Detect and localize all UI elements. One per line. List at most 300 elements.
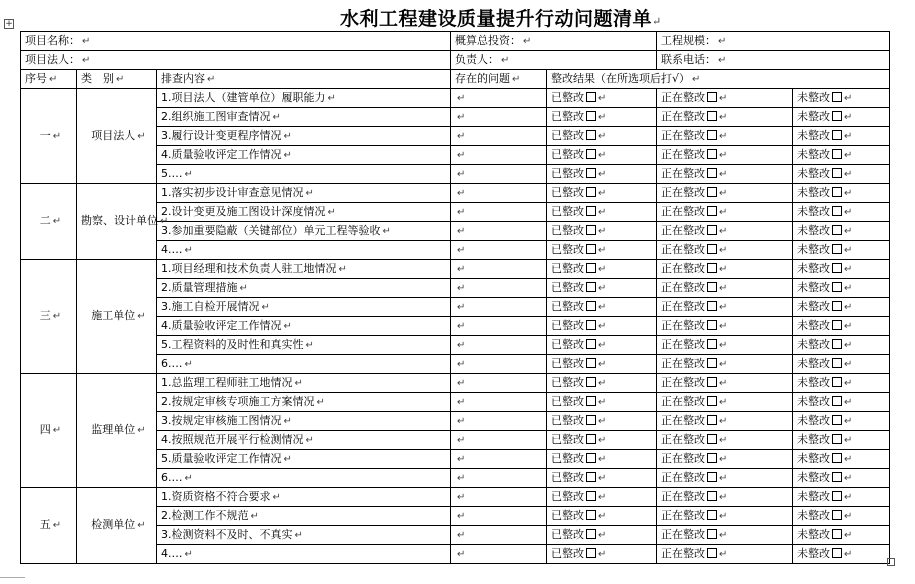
paragraph-mark-icon: ↵ [457,396,466,408]
checkbox-icon[interactable] [832,206,842,216]
section-category-cell [77,374,157,488]
status-done-cell [547,89,657,108]
check-item-cell [157,393,451,412]
issue-cell[interactable] [451,279,547,298]
check-item-cell [157,545,451,564]
paragraph-mark-icon: ↵ [719,434,728,446]
checkbox-icon[interactable] [586,453,596,463]
checkbox-icon[interactable] [586,339,596,349]
checkbox-icon[interactable] [586,529,596,539]
status-not-done-label: 未整改 [797,527,831,541]
status-in-progress-label: 正在整改 [661,394,706,408]
checkbox-icon[interactable] [586,320,596,330]
header-result [547,70,890,89]
status-in-progress-label: 正在整改 [661,337,706,351]
status-in-progress-label: 正在整改 [661,166,706,180]
paragraph-mark-icon: ↵ [523,35,532,47]
paragraph-mark-icon: ↵ [844,168,853,180]
status-in-progress-label: 正在整改 [661,546,706,560]
checkbox-icon[interactable] [832,548,842,558]
status-in-progress-label: 正在整改 [661,413,706,427]
paragraph-mark-icon: ↵ [457,168,466,180]
checkbox-icon[interactable] [832,472,842,482]
paragraph-mark-icon: ↵ [457,244,466,256]
check-item-text: 2.设计变更及施工图设计深度情况 [161,204,326,218]
status-done-label: 已整改 [551,185,585,199]
section-seq-cell [21,184,77,260]
checkbox-icon[interactable] [586,187,596,197]
status-in-progress-cell [657,545,793,564]
checkbox-icon[interactable] [832,282,842,292]
status-done-cell [547,146,657,165]
status-in-progress-cell [657,469,793,488]
check-item-text: 2.检测工作不规范 [161,508,249,522]
checkbox-icon[interactable] [707,301,717,311]
paragraph-mark-icon: ↵ [457,510,466,522]
paragraph-mark-icon: ↵ [598,263,607,275]
phone-cell[interactable] [657,51,890,70]
section-seq-cell [21,260,77,374]
issue-cell[interactable] [451,374,547,393]
checkbox-icon[interactable] [707,548,717,558]
checkbox-icon[interactable] [707,491,717,501]
paragraph-mark-icon: ↵ [719,244,728,256]
checkbox-icon[interactable] [707,130,717,140]
checkbox-icon[interactable] [707,92,717,102]
checkbox-icon[interactable] [832,339,842,349]
checkbox-icon[interactable] [707,206,717,216]
status-in-progress-label: 正在整改 [661,527,706,541]
checkbox-icon[interactable] [586,510,596,520]
paragraph-mark-icon: ↵ [844,320,853,332]
checkbox-icon[interactable] [832,187,842,197]
paragraph-mark-icon: ↵ [283,320,292,332]
checkbox-icon[interactable] [832,529,842,539]
checkbox-icon[interactable] [586,434,596,444]
paragraph-mark-icon: ↵ [844,510,853,522]
checkbox-icon[interactable] [586,301,596,311]
checkbox-icon[interactable] [707,472,717,482]
checkbox-icon[interactable] [707,187,717,197]
checkbox-icon[interactable] [707,377,717,387]
section-category-cell [77,260,157,374]
section-seq: 四 [39,423,51,436]
checkbox-icon[interactable] [707,529,717,539]
status-not-done-cell [793,450,890,469]
status-in-progress-cell [657,184,793,203]
table-row [21,374,890,393]
issue-cell[interactable] [451,241,547,260]
paragraph-mark-icon: ↵ [598,206,607,218]
checkbox-icon[interactable] [586,548,596,558]
status-done-cell [547,393,657,412]
checkbox-icon[interactable] [832,149,842,159]
checkbox-icon[interactable] [707,225,717,235]
checkbox-icon[interactable] [707,320,717,330]
status-in-progress-label: 正在整改 [661,508,706,522]
status-not-done-label: 未整改 [797,356,831,370]
status-in-progress-cell [657,127,793,146]
checkbox-icon[interactable] [586,358,596,368]
status-done-cell [547,184,657,203]
paragraph-mark-icon: ↵ [598,282,607,294]
status-not-done-label: 未整改 [797,451,831,465]
status-done-cell [547,260,657,279]
header-seq-text: 序号 [25,71,47,85]
checkbox-icon[interactable] [832,92,842,102]
checkbox-icon[interactable] [832,415,842,425]
checkbox-icon[interactable] [586,168,596,178]
issue-cell[interactable] [451,488,547,507]
status-done-label: 已整改 [551,337,585,351]
check-item-cell [157,89,451,108]
status-in-progress-cell [657,165,793,184]
paragraph-mark-icon: ↵ [457,415,466,427]
paragraph-mark-icon: ↵ [598,111,607,123]
paragraph-mark-icon: ↵ [598,320,607,332]
status-not-done-label: 未整改 [797,242,831,256]
checkbox-icon[interactable] [707,244,717,254]
status-done-cell [547,336,657,355]
status-not-done-label: 未整改 [797,432,831,446]
status-done-cell [547,127,657,146]
paragraph-mark-icon: ↵ [844,396,853,408]
check-item-text: 5.… [161,166,183,180]
check-item-text: 1.项目法人（建管单位）履职能力 [161,90,326,104]
check-item-text: 2.按规定审核专项施工方案情况 [161,394,315,408]
section-category-cell [77,184,169,260]
check-item-text: 3.施工自检开展情况 [161,299,260,313]
paragraph-mark-icon: ↵ [598,377,607,389]
issue-cell[interactable] [451,203,547,222]
paragraph-mark-icon: ↵ [457,548,466,560]
status-not-done-cell [793,203,890,222]
paragraph-mark-icon: ↵ [844,358,853,370]
paragraph-mark-icon: ↵ [457,301,466,313]
check-item-text: 6.… [161,356,183,370]
checkbox-icon[interactable] [586,282,596,292]
checkbox-icon[interactable] [586,225,596,235]
paragraph-mark-icon: ↵ [116,73,125,85]
issue-cell[interactable] [451,127,547,146]
status-in-progress-cell [657,431,793,450]
checkbox-icon[interactable] [832,320,842,330]
table-move-handle-icon[interactable]: + [5,19,13,29]
status-in-progress-cell [657,279,793,298]
paragraph-mark-icon: ↵ [719,282,728,294]
check-item-text: 1.资质资格不符合要求 [161,489,271,503]
section-category: 勘察、设计单位 [81,214,158,227]
paragraph-mark-icon: ↵ [457,149,466,161]
issue-cell[interactable] [451,526,547,545]
paragraph-mark-icon: ↵ [844,92,853,104]
header-seq [21,70,77,89]
checkbox-icon[interactable] [586,415,596,425]
checkbox-icon[interactable] [586,111,596,121]
checkbox-icon[interactable] [707,282,717,292]
check-item-cell [157,431,451,450]
paragraph-mark-icon: ↵ [82,54,91,66]
check-item-cell [157,222,451,241]
status-done-label: 已整改 [551,280,585,294]
issue-cell[interactable] [451,545,547,564]
section-seq: 五 [39,518,51,531]
paragraph-mark-icon: ↵ [327,92,336,104]
checkbox-icon[interactable] [832,396,842,406]
paragraph-mark-icon: ↵ [52,216,62,227]
checkbox-icon[interactable] [832,244,842,254]
paragraph-mark-icon: ↵ [719,225,728,237]
status-not-done-label: 未整改 [797,185,831,199]
issue-cell[interactable] [451,507,547,526]
checkbox-icon[interactable] [832,434,842,444]
checkbox-icon[interactable] [832,263,842,273]
issue-cell[interactable] [451,165,547,184]
project-owner-label: 项目法人： [25,52,80,66]
check-item-cell [157,336,451,355]
status-done-cell [547,431,657,450]
status-in-progress-label: 正在整改 [661,318,706,332]
checkbox-icon[interactable] [586,244,596,254]
checkbox-icon[interactable] [586,491,596,501]
section-seq-cell [21,89,77,184]
section-category-cell [77,89,157,184]
paragraph-mark-icon: ↵ [598,149,607,161]
status-not-done-label: 未整改 [797,261,831,275]
checkbox-icon[interactable] [707,149,717,159]
header-content-text: 排查内容 [161,71,205,85]
checkbox-icon[interactable] [832,111,842,121]
table-row [21,184,890,203]
status-not-done-label: 未整改 [797,413,831,427]
check-item-cell [157,127,451,146]
paragraph-mark-icon: ↵ [719,358,728,370]
checkbox-icon[interactable] [707,396,717,406]
status-done-cell [547,317,657,336]
issue-cell[interactable] [451,355,547,374]
paragraph-mark-icon: ↵ [719,320,728,332]
budget-label: 概算总投资： [455,33,522,47]
status-not-done-cell [793,184,890,203]
paragraph-mark-icon: ↵ [719,472,728,484]
paragraph-mark-icon: ↵ [457,282,466,294]
check-item-cell [157,412,451,431]
checkbox-icon[interactable] [586,263,596,273]
paragraph-mark-icon: ↵ [719,491,728,503]
section-seq: 二 [39,214,51,227]
issue-cell[interactable] [451,108,547,127]
issue-cell[interactable] [451,469,547,488]
check-item-text: 6.… [161,470,183,484]
status-in-progress-cell [657,507,793,526]
status-in-progress-label: 正在整改 [661,128,706,142]
checkbox-icon[interactable] [707,358,717,368]
status-not-done-cell [793,545,890,564]
checkbox-icon[interactable] [832,301,842,311]
status-not-done-cell [793,298,890,317]
paragraph-mark-icon: ↵ [719,529,728,541]
checkbox-icon[interactable] [832,168,842,178]
paragraph-mark-icon: ↵ [457,453,466,465]
issue-cell[interactable] [451,260,547,279]
issue-cell[interactable] [451,431,547,450]
status-done-label: 已整改 [551,223,585,237]
status-in-progress-label: 正在整改 [661,261,706,275]
status-done-cell [547,222,657,241]
issue-cell[interactable] [451,298,547,317]
paragraph-mark-icon: ↵ [49,73,58,85]
paragraph-mark-icon: ↵ [283,130,292,142]
paragraph-mark-icon: ↵ [137,130,146,142]
project-name-cell[interactable] [21,32,451,51]
checkbox-icon[interactable] [707,510,717,520]
project-owner-cell[interactable] [21,51,451,70]
check-item-cell [157,146,451,165]
paragraph-mark-icon: ↵ [457,263,466,275]
status-done-label: 已整改 [551,147,585,161]
budget-cell[interactable] [451,32,657,51]
issue-cell[interactable] [451,412,547,431]
status-done-label: 已整改 [551,432,585,446]
issue-checklist-table [20,31,890,564]
scale-cell[interactable] [657,32,890,51]
status-done-cell [547,545,657,564]
status-not-done-cell [793,146,890,165]
paragraph-mark-icon: ↵ [52,311,62,322]
issue-cell[interactable] [451,450,547,469]
issue-cell[interactable] [451,146,547,165]
status-in-progress-label: 正在整改 [661,204,706,218]
checkbox-icon[interactable] [832,510,842,520]
paragraph-mark-icon: ↵ [844,377,853,389]
paragraph-mark-icon: ↵ [457,377,466,389]
status-not-done-cell [793,507,890,526]
paragraph-mark-icon: ↵ [137,520,146,531]
scale-label: 工程规模： [661,33,717,47]
paragraph-mark-icon: ↵ [598,358,607,370]
paragraph-mark-icon: ↵ [844,301,853,313]
check-item-cell [157,317,451,336]
paragraph-mark-icon: ↵ [305,434,314,446]
paragraph-mark-icon: ↵ [844,149,853,161]
checkbox-icon[interactable] [586,396,596,406]
status-not-done-cell [793,336,890,355]
check-item-text: 4.… [161,242,183,256]
status-not-done-cell [793,260,890,279]
paragraph-mark-icon: ↵ [382,225,391,237]
status-not-done-cell [793,127,890,146]
check-item-text: 1.总监理工程师驻工地情况 [161,375,293,389]
checkbox-icon[interactable] [832,377,842,387]
phone-label: 联系电话： [661,52,717,66]
paragraph-mark-icon: ↵ [598,301,607,313]
checkbox-icon[interactable] [586,130,596,140]
checkbox-icon[interactable] [586,472,596,482]
check-item-text: 3.履行设计变更程序情况 [161,128,282,142]
paragraph-mark-icon: ↵ [719,187,728,199]
check-item-cell [157,241,451,260]
checkbox-icon[interactable] [707,111,717,121]
paragraph-mark-icon: ↵ [457,92,466,104]
paragraph-mark-icon: ↵ [184,168,193,180]
paragraph-mark-icon: ↵ [598,472,607,484]
header-category-text: 类 别 [81,71,114,85]
status-in-progress-label: 正在整改 [661,109,706,123]
checkbox-icon[interactable] [586,92,596,102]
status-in-progress-cell [657,317,793,336]
paragraph-mark-icon: ↵ [457,111,466,123]
checkbox-icon[interactable] [707,415,717,425]
paragraph-mark-icon: ↵ [457,358,466,370]
checkbox-icon[interactable] [832,130,842,140]
checkbox-icon[interactable] [832,358,842,368]
paragraph-mark-icon: ↵ [52,130,62,142]
status-not-done-cell [793,469,890,488]
issue-cell[interactable] [451,393,547,412]
status-in-progress-label: 正在整改 [661,489,706,503]
paragraph-mark-icon: ↵ [261,301,270,313]
checkbox-icon[interactable] [832,453,842,463]
paragraph-mark-icon: ↵ [719,396,728,408]
paragraph-mark-icon: ↵ [137,311,146,322]
checkbox-icon[interactable] [707,339,717,349]
checkbox-icon[interactable] [586,149,596,159]
issue-cell[interactable] [451,222,547,241]
issue-cell[interactable] [451,89,547,108]
paragraph-mark-icon: ↵ [457,472,466,484]
paragraph-mark-icon: ↵ [598,548,607,560]
paragraph-mark-icon: ↵ [719,149,728,161]
paragraph-mark-icon: ↵ [719,377,728,389]
paragraph-mark-icon: ↵ [457,491,466,503]
status-not-done-label: 未整改 [797,280,831,294]
status-in-progress-label: 正在整改 [661,90,706,104]
issue-cell[interactable] [451,336,547,355]
check-item-text: 2.质量管理措施 [161,280,238,294]
project-name-label: 项目名称： [25,33,80,47]
check-item-text: 1.落实初步设计审查意见情况 [161,185,304,199]
status-done-label: 已整改 [551,508,585,522]
issue-cell[interactable] [451,184,547,203]
status-not-done-cell [793,374,890,393]
person-in-charge-cell[interactable] [451,51,657,70]
paragraph-mark-icon: ↵ [598,415,607,427]
paragraph-mark-icon: ↵ [184,472,193,484]
checkbox-icon[interactable] [707,168,717,178]
checkbox-icon[interactable] [707,434,717,444]
checkbox-icon[interactable] [707,453,717,463]
table-resize-handle-icon[interactable] [887,558,895,566]
issue-cell[interactable] [451,317,547,336]
status-not-done-cell [793,393,890,412]
status-not-done-cell [793,222,890,241]
section-seq-cell [21,374,77,488]
checkbox-icon[interactable] [707,263,717,273]
paragraph-mark-icon: ↵ [718,35,727,47]
status-in-progress-cell [657,298,793,317]
paragraph-mark-icon: ↵ [207,73,216,85]
checkbox-icon[interactable] [832,225,842,235]
checkbox-icon[interactable] [586,377,596,387]
paragraph-mark-icon: ↵ [239,282,248,294]
status-not-done-label: 未整改 [797,147,831,161]
paragraph-mark-icon: ↵ [844,111,853,123]
paragraph-mark-icon: ↵ [137,425,146,436]
paragraph-mark-icon: ↵ [844,453,853,465]
checkbox-icon[interactable] [832,491,842,501]
checkbox-icon[interactable] [586,206,596,216]
status-done-label: 已整改 [551,489,585,503]
